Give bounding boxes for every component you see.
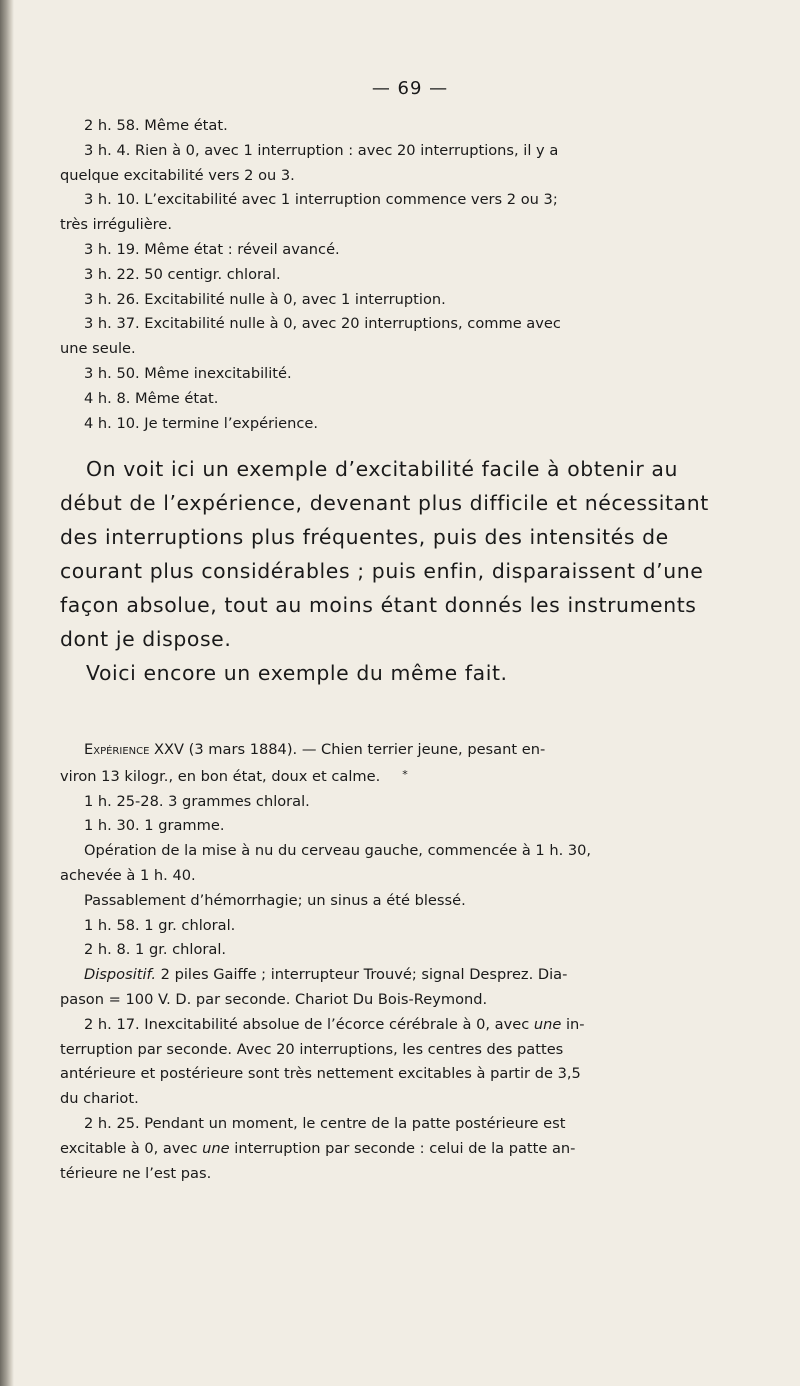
text-line: 1 h. 30. 1 gramme. xyxy=(84,817,225,835)
text-line: Opération de la mise à nu du cerveau gauche, commencée à 1 h. 30, xyxy=(84,842,592,860)
text-line: 2 h. 25. Pendant un moment, le centre de la patte postérieure est xyxy=(84,1114,566,1132)
text-line: 3 h. 22. 50 centigr. chloral. xyxy=(84,265,281,283)
text-line: 3 h. 37. Excitabilité nulle à 0, avec 20 interruptions, comme avec xyxy=(84,315,561,333)
text-line: 3 h. 19. Même état : réveil avancé. xyxy=(84,240,340,258)
text-line: pason = 100 V. D. par seconde. Chariot Du Bois-Reymond. xyxy=(60,990,488,1008)
text-line: 2 h. 17. Inexcitabilité absolue de l’écorce cérébrale à 0, avec une in- xyxy=(84,1015,585,1033)
text-line: On voit ici un exemple d’excitabilité facile à obtenir au xyxy=(86,457,679,481)
experiment-label: Expérience XXV xyxy=(84,741,185,758)
text-line: Voici encore un exemple du même fait. xyxy=(86,661,508,685)
text-line: terruption par seconde. Avec 20 interruptions, les centres des pattes xyxy=(60,1040,564,1058)
stray-mark: * xyxy=(402,767,408,781)
text-line: 2 h. 58. Même état. xyxy=(84,117,228,134)
page-binding-edge xyxy=(0,0,14,1386)
text-line: dont je dispose. xyxy=(60,627,232,651)
text-line: térieure ne l’est pas. xyxy=(60,1164,212,1182)
commentary-paragraph xyxy=(60,452,780,690)
text-line: 3 h. 10. L’excitabilité avec 1 interruption commence vers 2 ou 3; xyxy=(84,191,558,209)
text-line: début de l’expérience, devenant plus difficile et nécessitant xyxy=(60,491,709,515)
text-line: courant plus considérables ; puis enfin, disparaissent d’une xyxy=(60,559,704,583)
text-line: 4 h. 10. Je termine l’expérience. xyxy=(84,414,319,432)
text-line: très irrégulière. xyxy=(60,216,172,234)
experiment-xxv xyxy=(60,738,780,1186)
text-line: antérieure et postérieure sont très nettement excitables à partir de 3,5 xyxy=(60,1065,581,1083)
text-line: une seule. xyxy=(60,340,136,358)
text-line: excitable à 0, avec une interruption par seconde : celui de la patte an- xyxy=(60,1139,576,1157)
text-line: 3 h. 4. Rien à 0, avec 1 interruption : avec 20 interruptions, il y a xyxy=(84,141,559,159)
text-line: 3 h. 26. Excitabilité nulle à 0, avec 1 interruption. xyxy=(84,290,446,308)
text-line: 4 h. 8. Même état. xyxy=(84,389,219,407)
text-line: quelque excitabilité vers 2 ou 3. xyxy=(60,166,295,184)
text-line: 1 h. 25-28. 3 grammes chloral. xyxy=(84,792,310,810)
text-line: Passablement d’hémorrhagie; un sinus a été blessé. xyxy=(84,891,466,909)
text-line: du chariot. xyxy=(60,1090,139,1108)
text-line: façon absolue, tout au moins étant donnés les instruments xyxy=(60,593,697,617)
dispositif-line: Dispositif. 2 piles Gaiffe ; interrupteur Trouvé; signal Desprez. Dia- xyxy=(84,966,568,984)
text-line: 1 h. 58. 1 gr. chloral. xyxy=(84,916,236,934)
protocol-notes-1 xyxy=(60,114,780,436)
dispositif-label: Dispositif. xyxy=(84,966,157,984)
text-line: 2 h. 8. 1 gr. chloral. xyxy=(84,941,227,959)
page-number: — 69 — xyxy=(371,78,449,99)
text-line: achevée à 1 h. 40. xyxy=(60,866,196,884)
text-line: 3 h. 50. Même inexcitabilité. xyxy=(84,364,292,382)
experiment-header: Expérience XXV (3 mars 1884). — Chien terrier jeune, pesant en- xyxy=(84,741,546,758)
text-line: des interruptions plus fréquentes, puis des intensités de xyxy=(60,525,669,549)
text-line: viron 13 kilogr., en bon état, doux et calme. * xyxy=(60,767,408,785)
